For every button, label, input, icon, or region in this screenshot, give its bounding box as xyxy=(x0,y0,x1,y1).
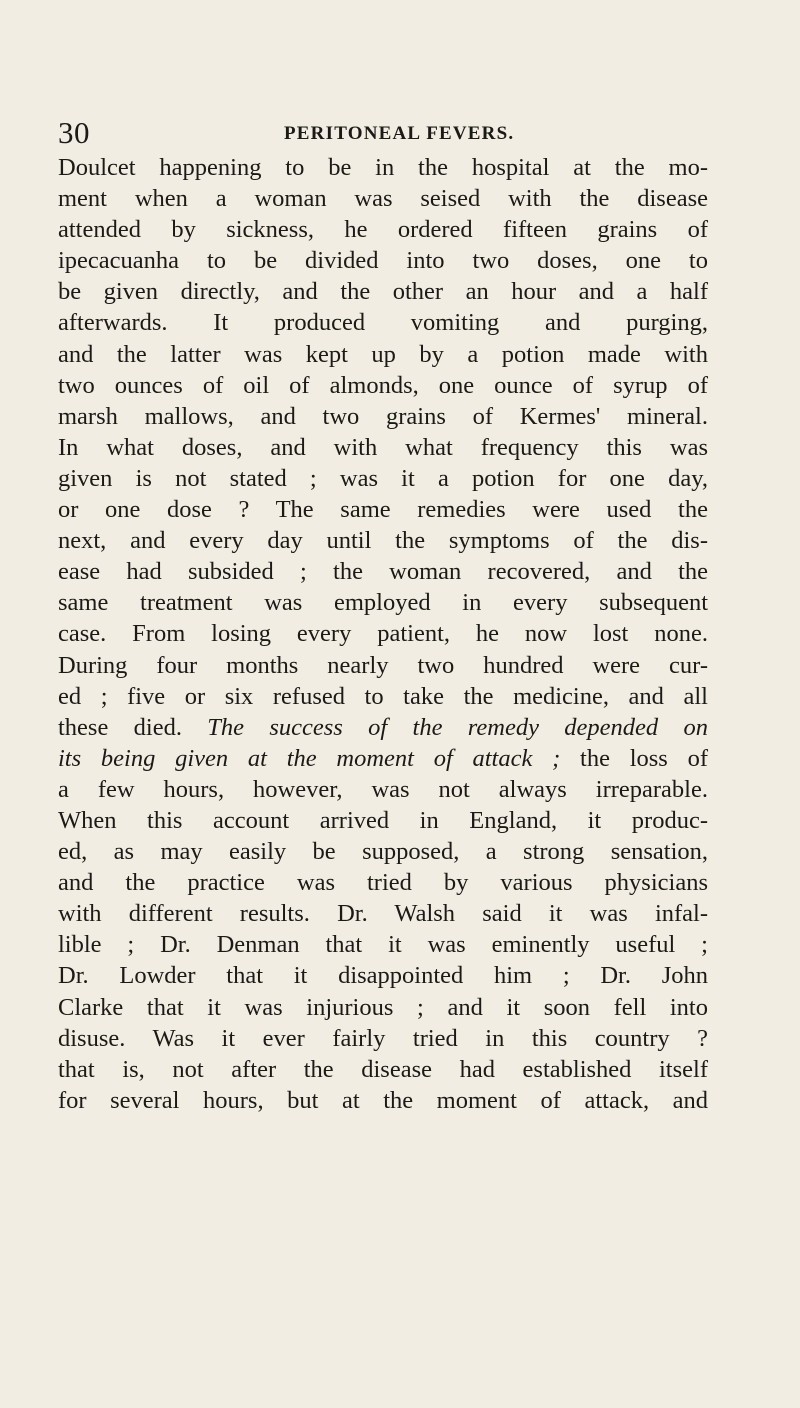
text-line: ed ; five or six refused to take the medicine, and all xyxy=(58,682,708,710)
text-line: for several hours, but at the moment of attack, and xyxy=(58,1086,708,1114)
text-line: next, and every day until the symptoms of the dis- xyxy=(58,527,708,555)
page-number: 30 xyxy=(58,115,90,150)
text-line: attended by sickness, he ordered fifteen grains of xyxy=(58,216,708,244)
text-line: with different results. Dr. Walsh said it was infal- xyxy=(58,900,708,928)
text-line: Clarke that it was injurious ; and it soon fell into xyxy=(58,993,708,1021)
text-line: Dr. Lowder that it disappointed him ; Dr. John xyxy=(58,962,708,990)
text-line: case. From losing every patient, he now lost none. xyxy=(58,620,708,648)
italic-segment: its being given at the moment of attack ; xyxy=(58,744,561,772)
text-segment: the loss of xyxy=(580,744,708,772)
text-segment: these died. xyxy=(58,713,182,741)
page-header xyxy=(58,116,698,150)
text-line: a few hours, however, was not always irreparable. xyxy=(58,775,708,803)
text-line: given is not stated ; was it a potion for one day, xyxy=(58,464,708,492)
text-line: ed, as may easily be supposed, a strong sensation, xyxy=(58,838,708,866)
text-line: that is, not after the disease had established itself xyxy=(58,1055,708,1083)
italic-segment: The success of the remedy depended on xyxy=(207,713,708,741)
text-line: and the practice was tried by various physicians xyxy=(58,869,708,897)
text-line: ease had subsided ; the woman recovered, and the xyxy=(58,558,708,586)
text-line: be given directly, and the other an hour and a half xyxy=(58,278,708,306)
text-line: During four months nearly two hundred were cur- xyxy=(58,651,708,679)
text-line: ment when a woman was seised with the disease xyxy=(58,185,708,213)
text-line: ipecacuanha to be divided into two doses, one to xyxy=(58,247,708,275)
text-line: or one dose ? The same remedies were used the xyxy=(58,496,708,524)
text-line: When this account arrived in England, it produc- xyxy=(58,806,708,834)
text-line: afterwards. It produced vomiting and purging, xyxy=(58,309,708,337)
text-line: Doulcet happening to be in the hospital at the mo- xyxy=(58,154,708,181)
running-head: PERITONEAL FEVERS. xyxy=(284,123,515,144)
text-line: same treatment was employed in every subsequent xyxy=(58,589,708,617)
text-line: two ounces of oil of almonds, one ounce of syrup of xyxy=(58,371,708,399)
text-line-mixed xyxy=(58,712,708,743)
text-line: lible ; Dr. Denman that it was eminently useful ; xyxy=(58,931,708,959)
body-text xyxy=(58,152,708,1116)
text-line: and the latter was kept up by a potion made with xyxy=(58,340,708,368)
text-line-mixed xyxy=(58,743,708,774)
text-line: marsh mallows, and two grains of Kermes' mineral. xyxy=(58,402,708,430)
text-line: disuse. Was it ever fairly tried in this country ? xyxy=(58,1024,708,1052)
text-line: In what doses, and with what frequency this was xyxy=(58,433,708,461)
